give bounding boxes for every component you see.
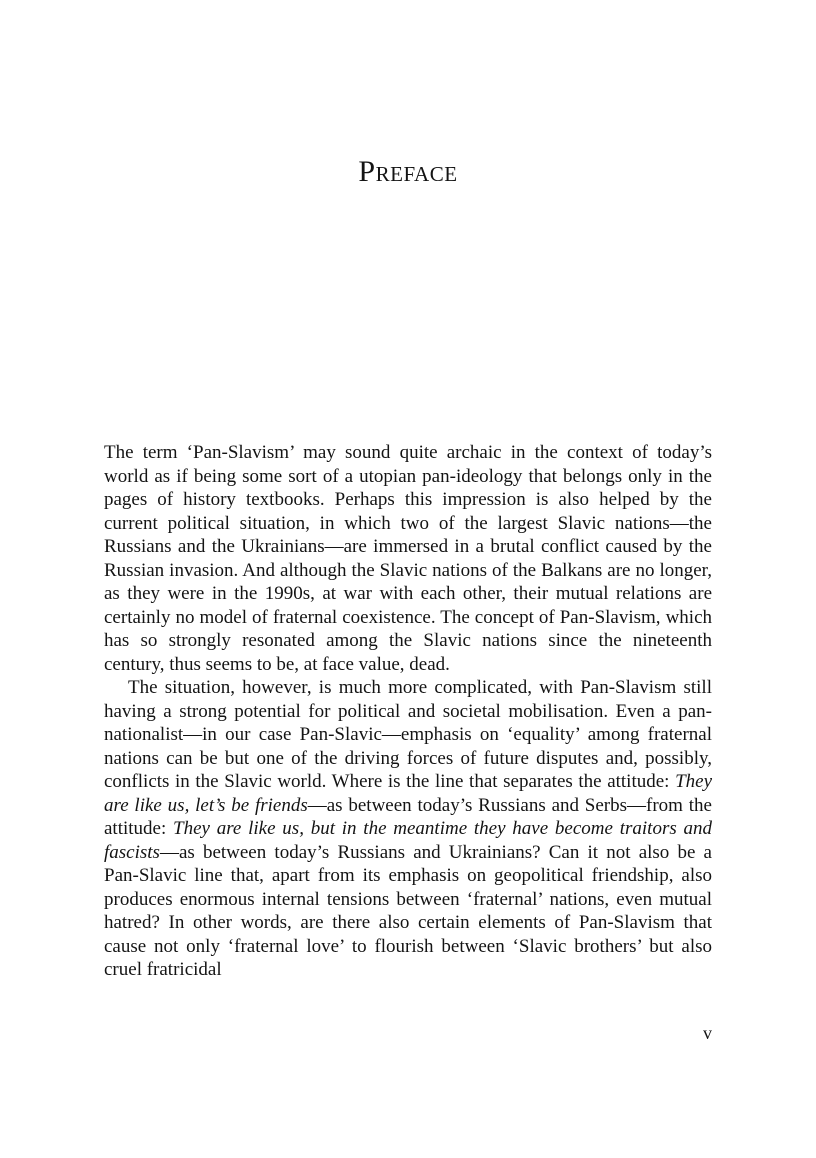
text-segment: The term ‘Pan-Slavism’ may sound quite archaic in the context of today’s world as if being some sort of a utopian pan-ideology that belongs only in the pages of history textbooks. Perhaps this impression is also helped by the current political situation, in which two of the largest Slavic nations—the Russians and the Ukrainians—are immersed in a brutal conflict caused by the Russian invasion. And although the Slavic nations of the Balkans are no longer, as they were in the 1990s, at war with each other, their mutual relations are certainly no model of fraternal coexistence. The concept of Pan-Slavism, which has so strongly resonated among the Slavic nations since the nineteenth century, thus seems to be, at face value, dead. (104, 442, 712, 675)
italic-quote: They are like us, let’s be friends (104, 771, 712, 816)
page-number: v (703, 1023, 712, 1043)
page-title: Preface (358, 155, 458, 188)
italic-quote: They are like us, but in the meantime they have become traitors and fascists (104, 818, 712, 863)
paragraph-2 (104, 676, 712, 982)
text-segment: —as between today’s Russians and Ukrainians? Can it not also be a Pan-Slavic line that, apart from its emphasis on geopolitical friendship, also produces enormous internal tensions between ‘fraternal’ nations, even mutual hatred? In other words, are there also certain elements of Pan-Slavism that cause not only ‘fraternal love’ to flourish between ‘Slavic brothers’ but also cruel fratricidal (104, 841, 712, 980)
paragraph-1 (104, 441, 712, 676)
text-segment: The situation, however, is much more complicated, with Pan-Slavism still having a strong potential for political and societal mobilisation. Even a pan-nationalist—in our case Pan-Slavic—emphasis on ‘equality’ among fraternal nations can be but one of the driving forces of future disputes and, possibly, conflicts in the Slavic world. Where is the line that separates the attitude: (104, 677, 712, 792)
text-segment: —as between today’s Russians and Serbs—from the attitude: (104, 794, 712, 839)
body-text (104, 441, 712, 982)
